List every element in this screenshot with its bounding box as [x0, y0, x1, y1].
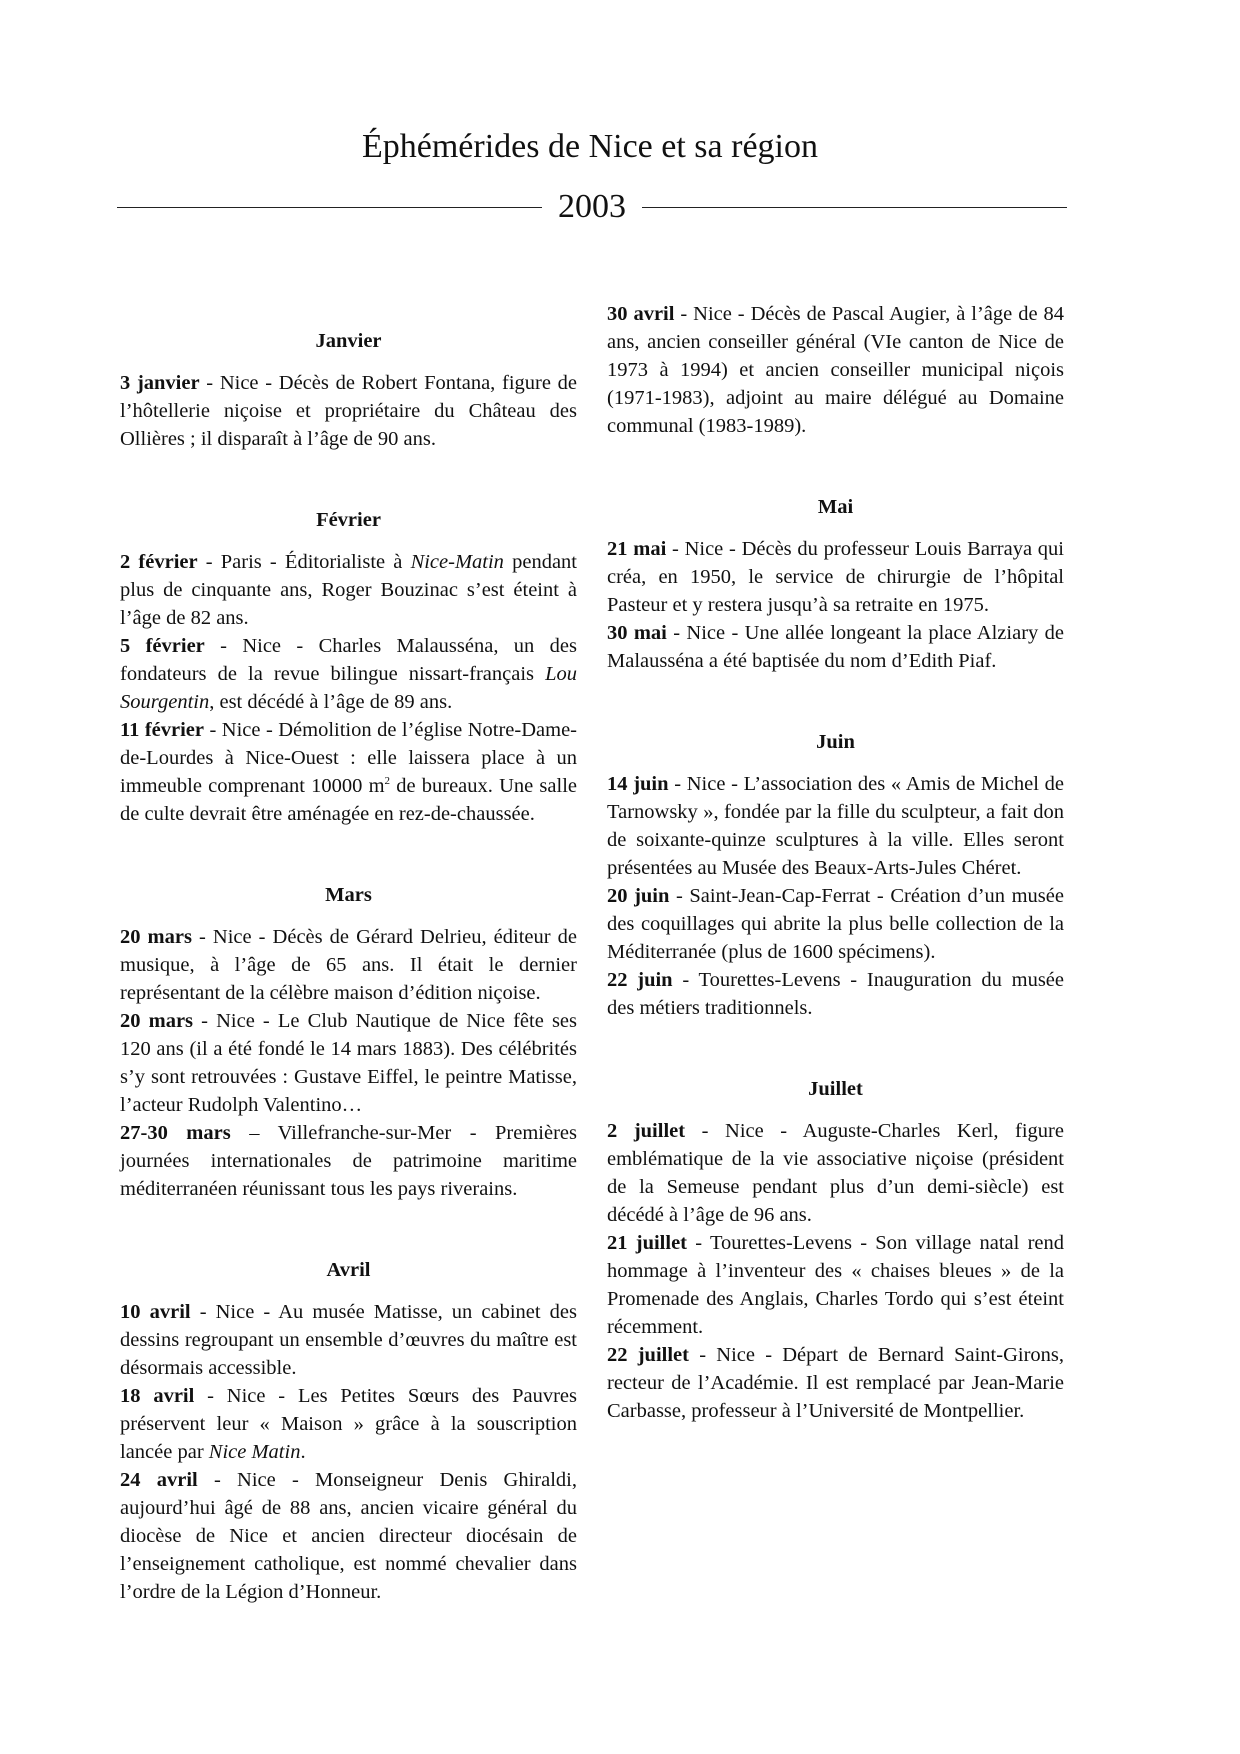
section-juin: [607, 728, 1064, 1022]
entry-text: - Nice - Démolition de l’église Notre-Dame-de-Lourdes à Nice-Ouest : elle laissera place à un immeuble comprenant 10000 m: [120, 719, 577, 797]
entry: [607, 1117, 1064, 1229]
entry-date: 30 avril: [607, 303, 675, 325]
entry: [607, 619, 1064, 675]
entry-date: 14 juin: [607, 773, 669, 795]
entry-text: - Tourettes-Levens - Inauguration du musée des métiers traditionnels.: [607, 969, 1064, 1019]
month-heading: Avril: [326, 1259, 371, 1281]
entry-text: - Nice - Décès du professeur Louis Barraya qui créa, en 1950, le service de chirurgie de l’hôpital Pasteur et y restera jusqu’à sa retraite en 1975.: [607, 538, 1064, 616]
section-janvier: [120, 327, 577, 453]
entry-date: 20 mars: [120, 926, 192, 948]
right-rule: [642, 207, 1067, 208]
entry-text: - Nice - Les Petites Sœurs des Pauvres préservent leur « Maison » grâce à la souscription lancée par: [120, 1385, 577, 1463]
entry: [120, 1298, 577, 1382]
entry-date: 30 mai: [607, 622, 667, 644]
entry-text: - Nice - Décès de Gérard Delrieu, éditeur de musique, à l’âge de 65 ans. Il était le dernier représentant de la célèbre maison d’édition niçoise.: [120, 926, 578, 1004]
entry-text: de bureaux. Une salle de culte devrait être aménagée en rez-de-chaussée.: [120, 775, 577, 825]
entry-date: 21 juillet: [607, 1232, 687, 1254]
month-heading: Mai: [817, 496, 854, 518]
year-label: 2003: [558, 188, 626, 225]
entry-text: - Paris - Éditorialiste à: [197, 551, 411, 573]
entry: [607, 1341, 1064, 1425]
month-heading: Février: [316, 509, 381, 531]
section-juillet: [607, 1075, 1064, 1425]
entry-date: 11 février: [120, 719, 205, 741]
entry-date: 2 juillet: [607, 1120, 686, 1142]
section-mai: [607, 493, 1064, 675]
entry: [120, 632, 577, 716]
entry: [120, 1119, 577, 1203]
entry: [607, 535, 1064, 619]
entry-text: pendant plus de cinquante ans, Roger Bouzinac s’est éteint à l’âge de 82 ans.: [120, 551, 577, 629]
entry-date: 27-30 mars: [120, 1122, 231, 1144]
entry: [120, 716, 577, 828]
entry-date: 21 mai: [607, 538, 667, 560]
entry-date: 10 avril: [120, 1301, 191, 1323]
entry: [120, 1382, 577, 1466]
entry-date: 18 avril: [120, 1385, 195, 1407]
page-title: Éphémérides de Nice et sa région: [362, 128, 818, 165]
entry: [607, 966, 1064, 1022]
entry-text: - Nice - L’association des « Amis de Michel de Tarnowsky », fondée par la fille du sculpteur, a fait don de soixante-quinze sculptures à la ville. Elles seront présentées au Musée des Beaux-Arts-Jules Chéret.: [607, 773, 1065, 879]
section-fevrier: [120, 506, 577, 828]
entry: [120, 369, 577, 453]
entry: [607, 300, 1064, 440]
entry-date: 24 avril: [120, 1469, 198, 1491]
section-mars: [120, 881, 577, 1203]
entry-date: 2 février: [120, 551, 198, 573]
entry: [120, 923, 577, 1007]
entry: [607, 882, 1064, 966]
left-rule: [117, 207, 542, 208]
entry-text: - Nice - Décès de Pascal Augier, à l’âge de 84 ans, ancien conseiller général (VIe canton de Nice de 1973 à 1994) et ancien conseiller municipal niçois (1971-1983), adjoint au maire délégué au Domaine communal (1983-1989).: [607, 303, 1064, 437]
month-heading: Janvier: [315, 330, 382, 352]
entry-italic: Nice Matin: [208, 1441, 301, 1463]
left-column: [120, 327, 577, 1606]
entry-text: - Nice - Le Club Nautique de Nice fête ses 120 ans (il a été fondé le 14 mars 1883). Des célébrités s’y sont retrouvées : Gustave Eiffel, le peintre Matisse, l’acteur Rudolph Valentino…: [120, 1010, 578, 1116]
entry-superscript: 2: [384, 775, 391, 788]
entry-text: - Nice - Départ de Bernard Saint-Girons, recteur de l’Académie. Il est remplacé par Jean-Marie Carbasse, professeur à l’Université de Montpellier.: [607, 1344, 1064, 1422]
entry-text: - Nice - Au musée Matisse, un cabinet des dessins regroupant un ensemble d’œuvres du maître est désormais accessible.: [120, 1301, 577, 1379]
entry-text: - Nice - Une allée longeant la place Alziary de Malausséna a été baptisée du nom d’Edith Piaf.: [607, 622, 1064, 672]
entry-text: , est décédé à l’âge de 89 ans.: [209, 691, 453, 713]
section-avril-continued: [607, 300, 1064, 440]
entry-text: - Nice - Auguste-Charles Kerl, figure emblématique de la vie associative niçoise (président de la Semeuse pendant plus d’un demi-siècle) est décédé à l’âge de 96 ans.: [607, 1120, 1064, 1226]
entry-text: - Nice - Charles Malausséna, un des fondateurs de la revue bilingue nissart-français: [120, 635, 577, 685]
section-avril: [120, 1256, 577, 1606]
entry-text: – Villefranche-sur-Mer - Premières journées internationales de patrimoine maritime méditerranéen réunissant tous les pays riverains.: [120, 1122, 577, 1200]
entry-italic: Nice-Matin: [410, 551, 504, 573]
entry-italic: Lou Sourgentin: [120, 663, 577, 713]
entry-text: .: [300, 1441, 306, 1463]
entry-text: - Tourettes-Levens - Son village natal rend hommage à l’inventeur des « chaises bleues » de la Promenade des Anglais, Charles Tordo qui s’est éteint récemment.: [607, 1232, 1064, 1338]
month-heading: Mars: [325, 884, 372, 906]
month-heading: Juin: [816, 731, 855, 753]
entry-date: 20 mars: [120, 1010, 194, 1032]
entry-text: - Nice - Décès de Robert Fontana, figure de l’hôtellerie niçoise et propriétaire du Château des Ollières ; il disparaît à l’âge de 90 ans.: [120, 372, 578, 450]
entry-date: 22 juin: [607, 969, 673, 991]
entry: [607, 770, 1064, 882]
entry-continued: [120, 1466, 577, 1606]
entry-date: 5 février: [120, 635, 205, 657]
year-heading: [117, 190, 1067, 224]
entry-text: - Nice - Monseigneur Denis Ghiraldi, aujourd’hui âgé de 88 ans, ancien vicaire général du diocèse de Nice et ancien directeur diocésain de l’enseignement catholique, est nommé chevalier dans l’ordre de la Légion d’Honneur.: [120, 1469, 577, 1603]
entry-date: 20 juin: [607, 885, 670, 907]
entry-date: 22 juillet: [607, 1344, 689, 1366]
right-column: [607, 303, 1065, 1425]
month-heading: Juillet: [808, 1078, 863, 1100]
entry-date: 3 janvier: [120, 372, 200, 394]
entry: [120, 1007, 577, 1119]
entry-text: - Saint-Jean-Cap-Ferrat - Création d’un musée des coquillages qui abrite la plus belle collection de la Méditerranée (plus de 1600 spécimens).: [607, 885, 1064, 963]
entry: [607, 1229, 1064, 1341]
entry: [120, 548, 577, 632]
